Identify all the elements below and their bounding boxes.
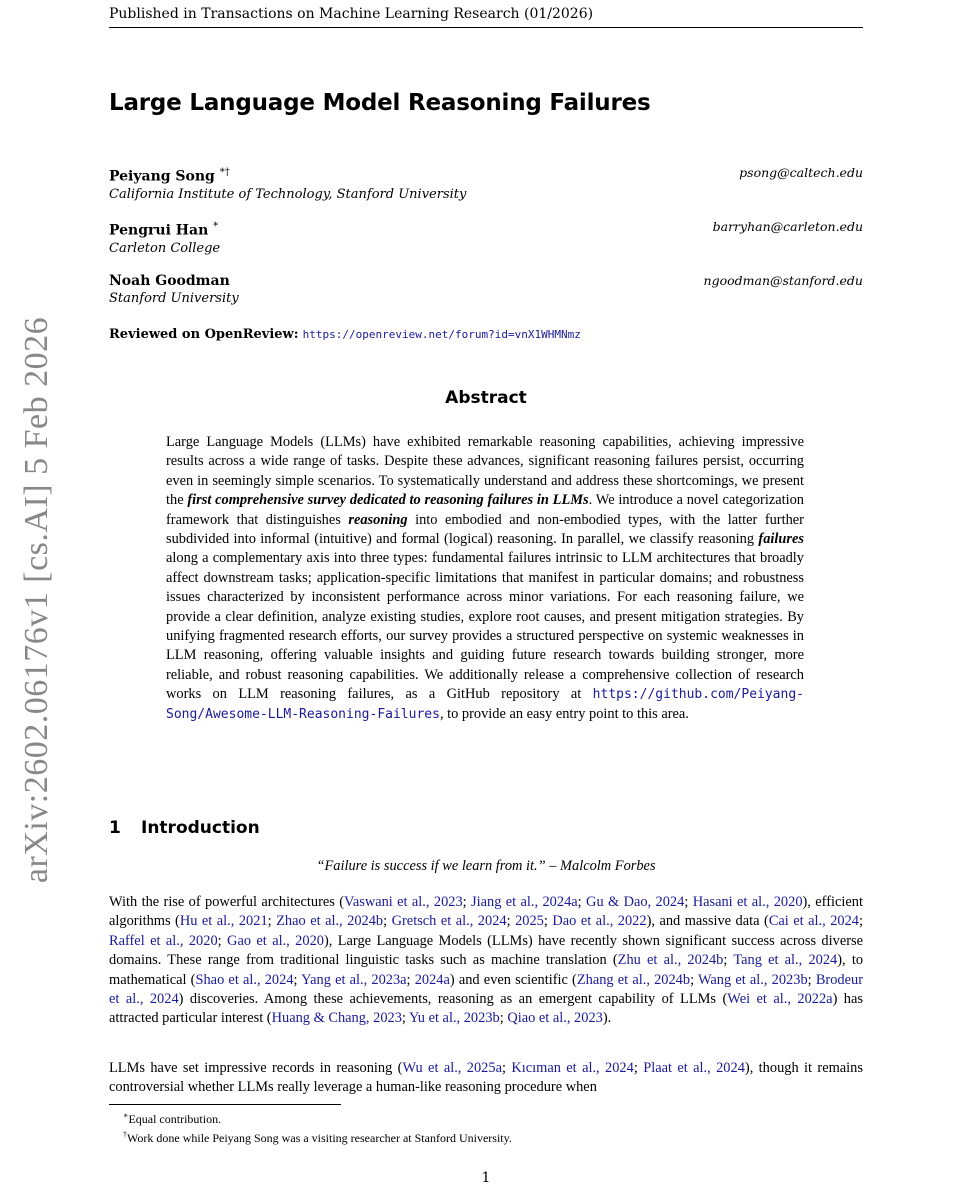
- citation-link[interactable]: Brodeur et al., 2024: [109, 971, 863, 1008]
- text-span: ), and massive data (: [646, 913, 769, 930]
- abstract-span: into embodied and non-embodied types, with the latter further subdivided into informal (intuitive) and formal (logical) reasoning. In parallel, we classify reasoning: [166, 511, 804, 548]
- text-span: ), though it remains controversial whether LLMs really leverage a human-like reasoning procedure when: [109, 1060, 863, 1096]
- arxiv-stamp: arXiv:2602.06176v1 [cs.AI] 5 Feb 2026: [18, 316, 55, 884]
- citation-link[interactable]: 2025: [515, 913, 544, 930]
- github-link[interactable]: https://github.com/Peiyang-Song/Awesome-LLM-Reasoning-Failures: [166, 687, 804, 722]
- citation-link[interactable]: Gu & Dao, 2024: [586, 894, 685, 910]
- intro-paragraph: With the rise of powerful architectures (Vaswani et al., 2023; Jiang et al., 2024a; Gu & Dao, 2024; Hasani et al., 2020), efficient algorithms (Hu et al., 2021; Zhao et al., 2024b; Gretsch et al., 2024; 2025; Dao et al., 2022), and massive data (Cai et al., 2024; Raffel et al., 2020; Gao et al., 2020), Large Language Models (LLMs) have recently shown significant success across diverse domains. These range from traditional linguistic tasks such as machine translation (Zhu et al., 2024b; Tang et al., 2024), to mathematical (Shao et al., 2024; Yang et al., 2023a; 2024a) and even scientific (Zhang et al., 2024b; Wang et al., 2023b; Brodeur et al., 2024) discoveries. Among these achievements, reasoning as an emergent capability of LLMs (Wei et al., 2022a) has attracted particular interest (Huang & Chang, 2023; Yu et al., 2023b; Qiao et al., 2023).: [109, 894, 864, 1027]
- citation-link[interactable]: Gao et al., 2020: [227, 932, 324, 949]
- abstract-span: . We introduce a novel categorization framework that distinguishes: [166, 492, 804, 528]
- author-name: Pengrui Han: [109, 222, 209, 239]
- text-span: ).: [602, 1010, 612, 1027]
- citation-link[interactable]: Huang & Chang, 2023: [271, 1010, 402, 1027]
- author-marks: *†: [219, 167, 230, 178]
- journal-header: Published in Transactions on Machine Learning Research (01/2026): [109, 5, 863, 28]
- abstract-emphasis: first comprehensive survey dedicated to reasoning failures in LLMs: [187, 492, 589, 509]
- author-block: [109, 164, 863, 204]
- text-span: ) discoveries. Among these achievements, reasoning as an emergent capability of LLMs (: [178, 991, 728, 1008]
- citation-link[interactable]: Zhang et al., 2024b: [576, 971, 691, 988]
- author-name: Peiyang Song: [109, 168, 215, 185]
- section-number: 1: [109, 818, 121, 838]
- citation-link[interactable]: Yang et al., 2023a: [301, 971, 407, 988]
- author-affiliation: California Institute of Technology, Stanford University: [109, 186, 467, 202]
- citation-link[interactable]: Hu et al., 2021: [179, 913, 268, 930]
- citation-link[interactable]: Shao et al., 2024: [195, 971, 294, 988]
- author-email[interactable]: psong@caltech.edu: [739, 165, 863, 180]
- page-number: 1: [481, 1170, 491, 1186]
- citation-link[interactable]: Dao et al., 2022: [552, 913, 647, 930]
- author-affiliation: Stanford University: [109, 291, 239, 306]
- footnote-divider: [109, 1104, 341, 1105]
- citation-link[interactable]: Wei et al., 2022a: [727, 991, 833, 1008]
- footnote: [109, 1108, 512, 1127]
- paper-title: Large Language Model Reasoning Failures: [109, 90, 651, 116]
- citation-link[interactable]: Hasani et al., 2020: [692, 894, 803, 910]
- footnote-text: Equal contribution.: [128, 1112, 222, 1126]
- footnote-text: Work done while Peiyang Song was a visiting researcher at Stanford University.: [127, 1131, 512, 1145]
- section-title: Introduction: [141, 818, 260, 838]
- text-span: ), Large Language Models (LLMs) have recently shown significant success across diverse domains. These range from traditional linguistic tasks such as machine translation (: [109, 932, 863, 969]
- review-line: [109, 327, 581, 342]
- epigraph-quote: “Failure is success if we learn from it.” – Malcolm Forbes: [316, 858, 656, 874]
- abstract-span: Large Language Models (LLMs) have exhibited remarkable reasoning capabilities, achieving impressive results across a wide range of tasks. Despite these advances, significant reasoning failures persist, occurring even in seemingly simple scenarios. To systematically understand and address these shortcomings, we present the: [166, 434, 804, 509]
- review-label: Reviewed on OpenReview:: [109, 327, 299, 342]
- citation-link[interactable]: Yu et al., 2023b: [408, 1010, 500, 1027]
- text-span: LLMs have set impressive records in reasoning (: [109, 1060, 403, 1076]
- citation-link[interactable]: Wu et al., 2025a: [402, 1060, 502, 1076]
- section-heading: [109, 818, 260, 838]
- citation-link[interactable]: Gretsch et al., 2024: [391, 913, 507, 930]
- footnote: [109, 1127, 512, 1146]
- author-block: [109, 272, 863, 308]
- intro-paragraph: LLMs have set impressive records in reasoning (Wu et al., 2025a; Kıcıman et al., 2024; Plaat et al., 2024), though it remains controversial whether LLMs really leverage a human-like reasoning procedure when: [109, 1060, 863, 1096]
- text-span: With the rise of powerful architectures (: [109, 894, 345, 910]
- abstract-heading: Abstract: [445, 388, 527, 408]
- openreview-link[interactable]: https://openreview.net/forum?id=vnX1WHMNmz: [302, 328, 581, 341]
- citation-link[interactable]: Tang et al., 2024: [733, 952, 838, 969]
- text-span: ), to mathematical (: [109, 952, 864, 988]
- author-affiliation: Carleton College: [109, 240, 221, 256]
- citation-link[interactable]: 2024a: [414, 971, 450, 988]
- citation-link[interactable]: Zhao et al., 2024b: [276, 913, 384, 930]
- citation-link[interactable]: Wang et al., 2023b: [697, 971, 808, 988]
- citation-link[interactable]: Vaswani et al., 2023: [344, 894, 463, 910]
- text-span: ) has attracted particular interest (: [109, 991, 863, 1027]
- citation-link[interactable]: Qiao et al., 2023: [507, 1010, 603, 1027]
- citation-link[interactable]: Raffel et al., 2020: [109, 932, 218, 949]
- text-span: ) and even scientific (: [449, 971, 577, 988]
- author-email[interactable]: ngoodman@stanford.edu: [703, 273, 863, 288]
- author-name: Noah Goodman: [109, 273, 230, 289]
- abstract-emphasis: failures: [758, 531, 804, 548]
- citation-link[interactable]: Plaat et al., 2024: [643, 1060, 745, 1076]
- text-span: ), efficient algorithms (: [109, 894, 863, 930]
- abstract-text: [166, 433, 804, 724]
- abstract-emphasis: reasoning: [348, 511, 408, 528]
- author-block: [109, 218, 863, 258]
- citation-link[interactable]: Zhu et al., 2024b: [617, 952, 724, 969]
- citation-link[interactable]: Kıcıman et al., 2024: [511, 1060, 634, 1076]
- citation-link[interactable]: Jiang et al., 2024a: [471, 894, 578, 910]
- footnote-mark: †: [123, 1130, 127, 1139]
- abstract-span: , to provide an easy entry point to this area.: [439, 705, 689, 722]
- citation-link[interactable]: Cai et al., 2024: [768, 913, 860, 930]
- footnote-mark: ∗: [123, 1111, 129, 1120]
- footnotes: [109, 1108, 512, 1146]
- abstract-span: along a complementary axis into three types: fundamental failures intrinsic to LLM architectures that broadly affect downstream tasks; application-specific limitations that manifest in particular domains; and robustness issues characterized by inconsistent performance across minor variations. For each reasoning failure, we provide a clear definition, analyze existing studies, explore root causes, and present mitigation strategies. By unifying fragmented research efforts, our survey provides a structured perspective on systemic weaknesses in LLM reasoning, offering valuable insights and guiding future research towards building stronger, more reliable, and robust reasoning capabilities. We additionally release a comprehensive collection of research works on LLM reasoning failures, as a GitHub repository at: [166, 550, 804, 703]
- author-email[interactable]: barryhan@carleton.edu: [712, 219, 863, 234]
- author-marks: *: [213, 221, 219, 232]
